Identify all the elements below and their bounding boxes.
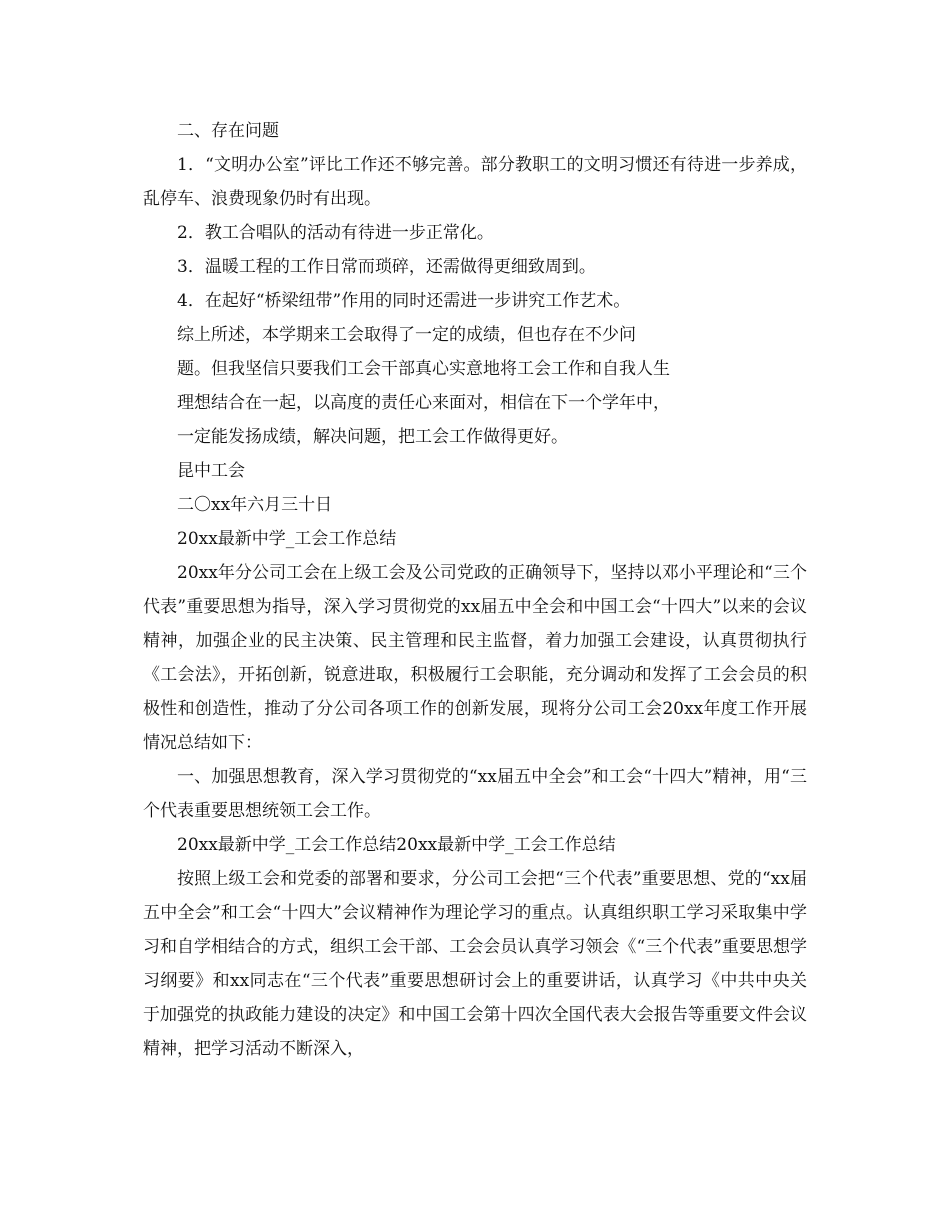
problem-item-3: 3．温暖工程的工作日常而琐碎，还需做得更细致周到。 (177, 257, 596, 277)
summary-line-4: 一定能发扬成绩，解决问题，把工会工作做得更好。 (177, 427, 568, 447)
body-paragraph: 按照上级工会和党委的部署和要求，分公司工会把“三个代表”重要思想、党的“xx届五中全会”和工会“十四大”会议精神作为理论学习的重点。认真组织职工学习采取集中学习和自学相结合的方式，组织工会干部、工会会员认真学习领会《“三个代表”重要思想学习纲要》和xx同志在“三个代表”重要思想研讨会上的重要讲话，认真学习《中共中央关于加强党的执政能力建设的决定》和中国工会第十四次全国代表大会报告等重要文件会议精神，把学习活动不断深入， (143, 869, 807, 1059)
problem-item-1: 1．“文明办公室”评比工作还不够完善。部分教职工的文明习惯还有待进一步养成，乱停车、浪费现象仍时有出现。 (143, 155, 807, 209)
summary-line-2: 题。但我坚信只要我们工会干部真心实意地将工会工作和自我人生 (177, 359, 670, 379)
repeated-title: 20xx最新中学_工会工作总结20xx最新中学_工会工作总结 (177, 835, 616, 855)
point-1-heading: 一、加强思想教育，深入学习贯彻党的“xx届五中全会”和工会“十四大”精神，用“三个代表重要思想统领工会工作。 (143, 767, 807, 821)
summary-line-1: 综上所述，本学期来工会取得了一定的成绩，但也存在不少问 (177, 325, 636, 345)
signature-organization: 昆中工会 (177, 461, 245, 481)
section-title: 20xx最新中学_工会工作总结 (177, 529, 397, 549)
summary-line-3: 理想结合在一起，以高度的责任心来面对，相信在下一个学年中， (177, 393, 670, 413)
problem-item-2: 2．教工合唱队的活动有待进一步正常化。 (177, 223, 494, 243)
intro-paragraph: 20xx年分公司工会在上级工会及公司党政的正确领导下，坚持以邓小平理论和“三个代表”重要思想为指导，深入学习贯彻党的xx届五中全会和中国工会“十四大”以来的会议精神，加强企业的民主决策、民主管理和民主监督，着力加强工会建设，认真贯彻执行《工会法》，开拓创新，锐意进取，积极履行工会职能，充分调动和发挥了工会会员的积极性和创造性，推动了分公司各项工作的创新发展，现将分公司工会20xx年度工作开展情况总结如下： (143, 563, 807, 753)
problems-heading: 二、存在问题 (177, 121, 279, 141)
signature-date: 二〇xx年六月三十日 (177, 495, 333, 515)
problem-item-4: 4．在起好“桥梁纽带”作用的同时还需进一步讲究工作艺术。 (177, 291, 631, 311)
document-body (143, 114, 807, 1066)
